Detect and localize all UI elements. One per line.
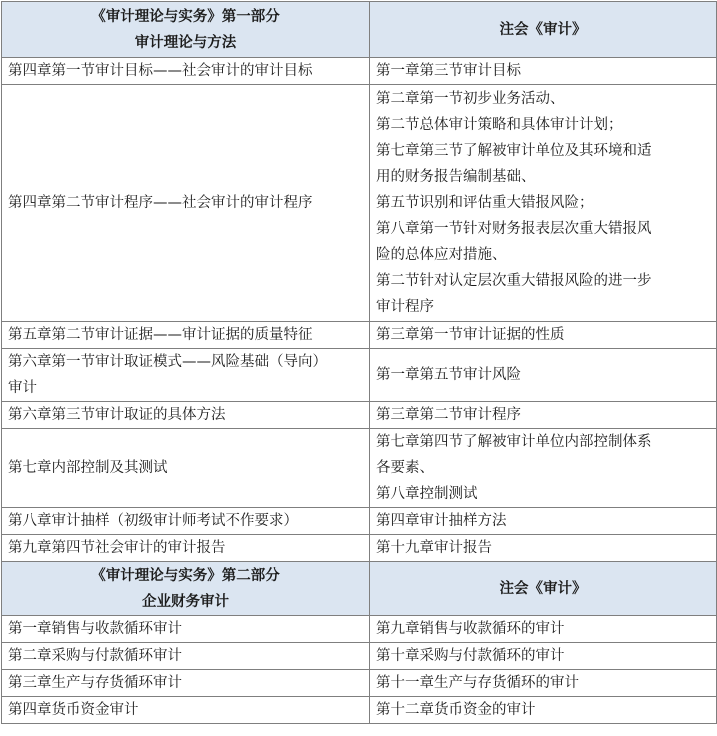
section-title: 《审计理论与实务》第一部分 (91, 8, 280, 25)
left-cell: 第四章第二节审计程序——社会审计的审计程序 (2, 85, 370, 322)
table-row (2, 616, 717, 643)
cell-line: 第八章第一节针对财务报表层次重大错报风 (376, 221, 652, 237)
table-row (2, 697, 717, 724)
cell-line: 第六章第一节审计取证模式——风险基础（导向） (8, 354, 327, 370)
left-cell: 第六章第三节审计取证的具体方法 (2, 402, 370, 429)
cell-line: 各要素、 (376, 460, 434, 476)
cell-line: 第七章第三节了解被审计单位及其环境和适 (376, 143, 652, 159)
left-cell: 第一章销售与收款循环审计 (2, 616, 370, 643)
cell-line: 第二章第一节初步业务活动、 (376, 91, 565, 107)
right-cell: 第十章采购与付款循环的审计 (370, 643, 717, 670)
cell-line: 第二节总体审计策略和具体审计计划； (376, 117, 623, 133)
section-subtitle: 审计理论与方法 (134, 34, 237, 51)
left-cell: 第五章第二节审计证据——审计证据的质量特征 (2, 322, 370, 349)
table-row (2, 535, 717, 562)
section-header-row (2, 562, 717, 616)
right-cell: 第一章第三节审计目标 (370, 58, 717, 85)
right-cell (370, 429, 717, 508)
right-cell: 第十九章审计报告 (370, 535, 717, 562)
right-cell: 第三章第一节审计证据的性质 (370, 322, 717, 349)
left-cell: 第三章生产与存货循环审计 (2, 670, 370, 697)
cell-line: 第八章控制测试 (376, 486, 478, 502)
left-cell: 第九章第四节社会审计的审计报告 (2, 535, 370, 562)
left-cell: 第四章第一节审计目标——社会审计的审计目标 (2, 58, 370, 85)
table-row (2, 402, 717, 429)
section-subtitle: 企业财务审计 (142, 593, 229, 610)
left-cell: 第四章货币资金审计 (2, 697, 370, 724)
table-row (2, 349, 717, 402)
cell-line: 险的总体应对措施、 (376, 247, 507, 263)
right-cell: 第九章销售与收款循环的审计 (370, 616, 717, 643)
left-cell (2, 349, 370, 402)
left-cell: 第八章审计抽样（初级审计师考试不作要求） (2, 508, 370, 535)
section-header-left (2, 562, 370, 616)
right-cell: 第十一章生产与存货循环的审计 (370, 670, 717, 697)
table-row (2, 670, 717, 697)
left-cell: 第七章内部控制及其测试 (2, 429, 370, 508)
table-row (2, 322, 717, 349)
table-row (2, 58, 717, 85)
section-title: 《审计理论与实务》第二部分 (91, 567, 280, 584)
cell-line: 第五节识别和评估重大错报风险； (376, 195, 594, 211)
section-header-row (2, 2, 717, 58)
cell-line: 审计 (8, 380, 37, 396)
table-row (2, 429, 717, 508)
section-header-right: 注会《审计》 (370, 2, 717, 58)
table-row (2, 508, 717, 535)
table-row (2, 643, 717, 670)
cell-line: 用的财务报告编制基础、 (376, 169, 536, 185)
section-header-left (2, 2, 370, 58)
right-cell: 第十二章货币资金的审计 (370, 697, 717, 724)
right-cell: 第四章审计抽样方法 (370, 508, 717, 535)
right-cell: 第一章第五节审计风险 (370, 349, 717, 402)
right-cell: 第三章第二节审计程序 (370, 402, 717, 429)
left-cell: 第二章采购与付款循环审计 (2, 643, 370, 670)
cell-line: 第七章第四节了解被审计单位内部控制体系 (376, 434, 652, 450)
cell-line: 审计程序 (376, 299, 434, 315)
cell-line: 第二节针对认定层次重大错报风险的进一步 (376, 273, 652, 289)
right-cell (370, 85, 717, 322)
section-header-right: 注会《审计》 (370, 562, 717, 616)
mapping-table (1, 1, 717, 724)
table-row (2, 85, 717, 322)
